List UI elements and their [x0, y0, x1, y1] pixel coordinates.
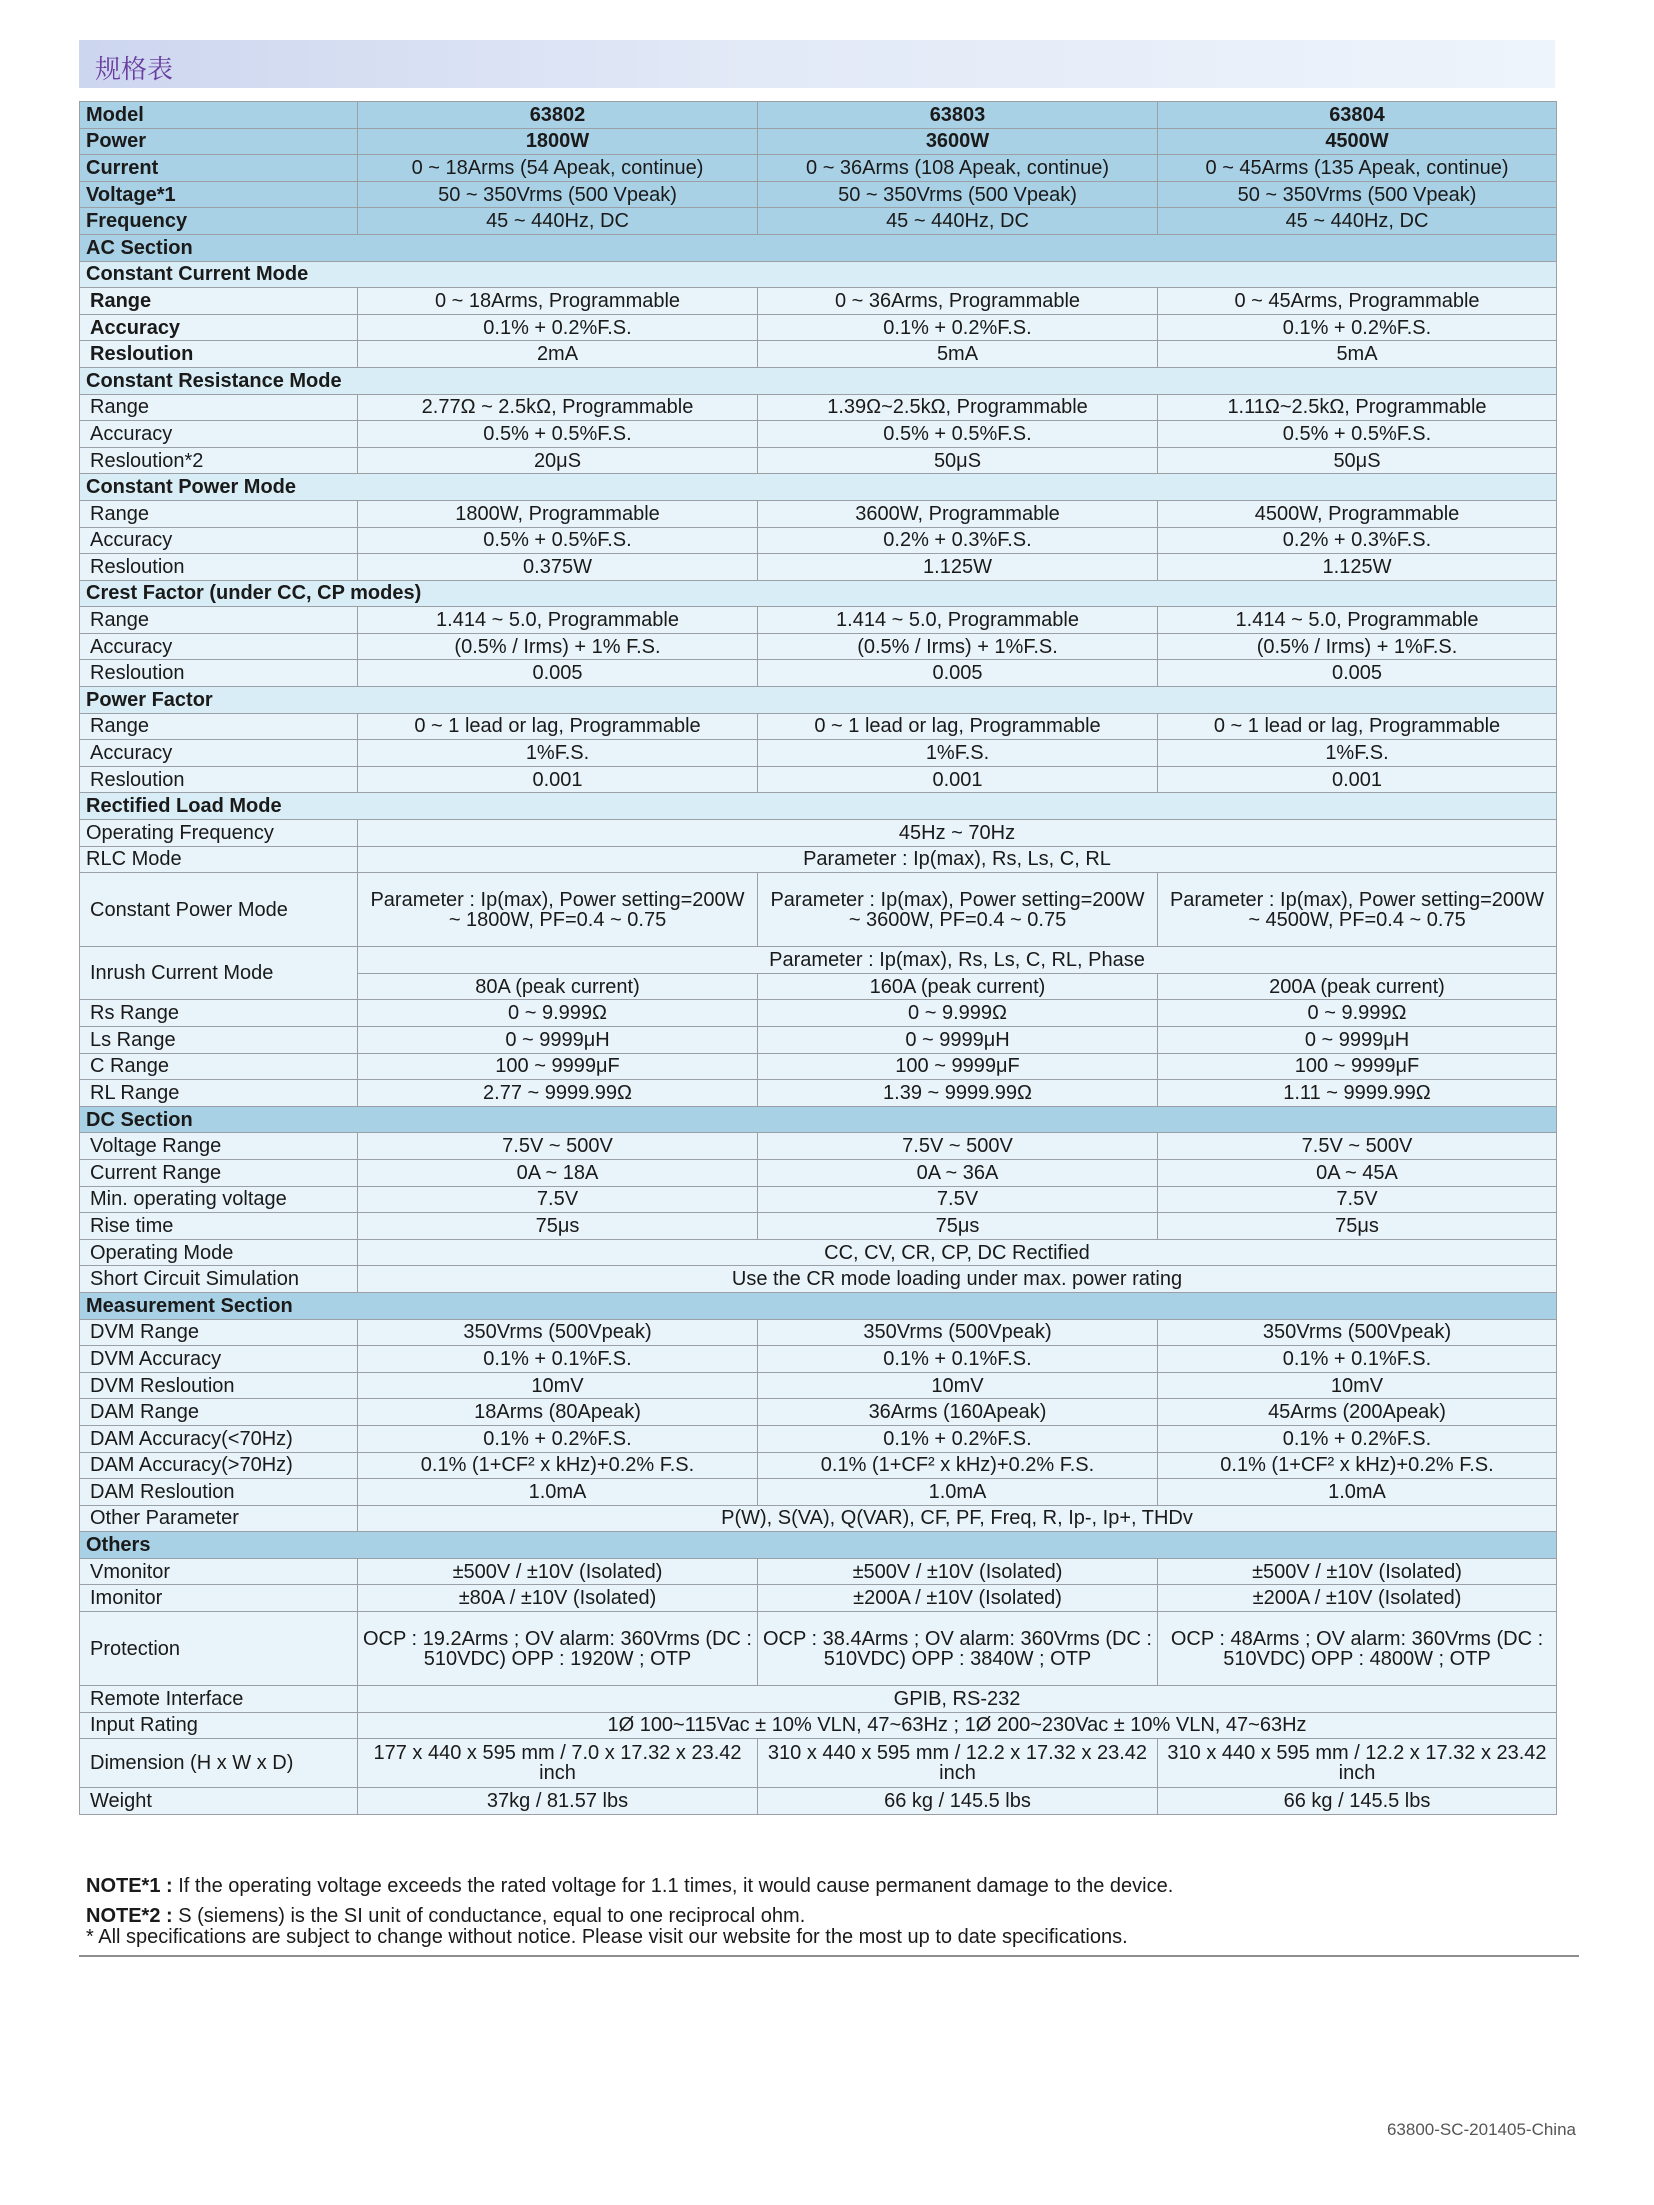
value-63802: Parameter : Ip(max), Power setting=200W ~ 1800W, PF=0.4 ~ 0.75	[358, 873, 758, 947]
value-63804: 4500W	[1158, 128, 1557, 155]
row-label: Accuracy	[80, 314, 358, 341]
value-63804: 0.1% + 0.2%F.S.	[1158, 1425, 1557, 1452]
table-row	[80, 846, 1557, 873]
table-row	[80, 102, 1557, 129]
table-row	[80, 1186, 1557, 1213]
value-63802: 1800W, Programmable	[358, 500, 758, 527]
table-row	[80, 1686, 1557, 1713]
table-row	[80, 766, 1557, 793]
value-all: P(W), S(VA), Q(VAR), CF, PF, Freq, R, Ip-, Ip+, THDv	[358, 1505, 1557, 1532]
row-label: Range	[80, 713, 358, 740]
table-row	[80, 1000, 1557, 1027]
value-63802: ±500V / ±10V (Isolated)	[358, 1558, 758, 1585]
row-label: Accuracy	[80, 421, 358, 448]
table-row	[80, 500, 1557, 527]
value-63804: 310 x 440 x 595 mm / 12.2 x 17.32 x 23.42 inch	[1158, 1739, 1557, 1788]
value-63803: 0.5% + 0.5%F.S.	[758, 421, 1158, 448]
value-63804: 0.1% + 0.1%F.S.	[1158, 1346, 1557, 1373]
value-63803: 0.1% (1+CF² x kHz)+0.2% F.S.	[758, 1452, 1158, 1479]
value-63802: 0.1% + 0.1%F.S.	[358, 1346, 758, 1373]
value-63803: 45 ~ 440Hz, DC	[758, 208, 1158, 235]
note-2	[86, 1905, 805, 1927]
row-label: Resloution	[80, 660, 358, 687]
row-label: DVM Range	[80, 1319, 358, 1346]
value-63802: 0 ~ 18Arms, Programmable	[358, 288, 758, 315]
table-row	[80, 128, 1557, 155]
row-label: DAM Range	[80, 1399, 358, 1426]
table-row	[80, 1712, 1557, 1739]
table-row	[80, 314, 1557, 341]
value-63804: 50 ~ 350Vrms (500 Vpeak)	[1158, 181, 1557, 208]
value-all: 45Hz ~ 70Hz	[358, 820, 1557, 847]
value-63804: 0.1% + 0.2%F.S.	[1158, 314, 1557, 341]
table-row	[80, 1106, 1557, 1133]
model-63803: 63803	[758, 102, 1158, 129]
mode-title: Constant Power Mode	[80, 474, 1557, 501]
value-all: GPIB, RS-232	[358, 1686, 1557, 1713]
value-all: Use the CR mode loading under max. power rating	[358, 1266, 1557, 1293]
row-label: Resloution	[80, 341, 358, 368]
value-63802: 45 ~ 440Hz, DC	[358, 208, 758, 235]
table-row	[80, 234, 1557, 261]
value-63802: 37kg / 81.57 lbs	[358, 1788, 758, 1815]
table-row	[80, 1346, 1557, 1373]
value-63803: 1.39Ω~2.5kΩ, Programmable	[758, 394, 1158, 421]
value-63803: ±200A / ±10V (Isolated)	[758, 1585, 1158, 1612]
note-1	[86, 1875, 1173, 1897]
value-63802: 20μS	[358, 447, 758, 474]
table-row	[80, 1788, 1557, 1815]
value-63802: 100 ~ 9999μF	[358, 1053, 758, 1080]
value-63804: 350Vrms (500Vpeak)	[1158, 1319, 1557, 1346]
value-63804: ±200A / ±10V (Isolated)	[1158, 1585, 1557, 1612]
value-63804: 1.11 ~ 9999.99Ω	[1158, 1080, 1557, 1107]
table-row	[80, 155, 1557, 182]
value-63803: 100 ~ 9999μF	[758, 1053, 1158, 1080]
value-63804: 0 ~ 45Arms (135 Apeak, continue)	[1158, 155, 1557, 182]
value-63804: 7.5V ~ 500V	[1158, 1133, 1557, 1160]
value-63804: 0A ~ 45A	[1158, 1159, 1557, 1186]
row-label: Operating Frequency	[80, 820, 358, 847]
row-label: Range	[80, 288, 358, 315]
table-row	[80, 1612, 1557, 1686]
value-63802: 1800W	[358, 128, 758, 155]
value-63804: 0.1% (1+CF² x kHz)+0.2% F.S.	[1158, 1452, 1557, 1479]
row-label: Vmonitor	[80, 1558, 358, 1585]
value-63802: 50 ~ 350Vrms (500 Vpeak)	[358, 181, 758, 208]
value-63802: 0 ~ 18Arms (54 Apeak, continue)	[358, 155, 758, 182]
value-63802: ±80A / ±10V (Isolated)	[358, 1585, 758, 1612]
row-label: Inrush Current Mode	[80, 947, 358, 1000]
value-63802: 1%F.S.	[358, 740, 758, 767]
value-63803: ±500V / ±10V (Isolated)	[758, 1558, 1158, 1585]
value-63804: 50μS	[1158, 447, 1557, 474]
value-63802: 1.414 ~ 5.0, Programmable	[358, 607, 758, 634]
value-63804: OCP : 48Arms ; OV alarm: 360Vrms (DC : 510VDC) OPP : 4800W ; OTP	[1158, 1612, 1557, 1686]
table-row	[80, 1425, 1557, 1452]
value-all: CC, CV, CR, CP, DC Rectified	[358, 1239, 1557, 1266]
value-63803: 0.005	[758, 660, 1158, 687]
table-row	[80, 1585, 1557, 1612]
table-row	[80, 660, 1557, 687]
value-63803: 0 ~ 9.999Ω	[758, 1000, 1158, 1027]
value-63803: 0.001	[758, 766, 1158, 793]
row-label: Accuracy	[80, 633, 358, 660]
row-label: DVM Resloution	[80, 1372, 358, 1399]
table-row	[80, 607, 1557, 634]
value-63803: (0.5% / Irms) + 1%F.S.	[758, 633, 1158, 660]
table-row	[80, 341, 1557, 368]
table-row	[80, 1319, 1557, 1346]
spec-table	[79, 101, 1557, 1815]
value-63803: OCP : 38.4Arms ; OV alarm: 360Vrms (DC : 510VDC) OPP : 3840W ; OTP	[758, 1612, 1158, 1686]
value-63804: 5mA	[1158, 341, 1557, 368]
table-row	[80, 1505, 1557, 1532]
value-63802: 80A (peak current)	[358, 973, 758, 1000]
value-63803: 160A (peak current)	[758, 973, 1158, 1000]
row-label: Min. operating voltage	[80, 1186, 358, 1213]
value-63803: 36Arms (160Apeak)	[758, 1399, 1158, 1426]
spec-banner	[79, 40, 1555, 88]
value-63802: 18Arms (80Apeak)	[358, 1399, 758, 1426]
table-row	[80, 367, 1557, 394]
model-63802: 63802	[358, 102, 758, 129]
section-title: AC Section	[80, 234, 1557, 261]
row-label: Accuracy	[80, 527, 358, 554]
table-row	[80, 394, 1557, 421]
row-label: Rise time	[80, 1213, 358, 1240]
mode-title: Crest Factor (under CC, CP modes)	[80, 580, 1557, 607]
value-63804: 0 ~ 1 lead or lag, Programmable	[1158, 713, 1557, 740]
row-label: Input Rating	[80, 1712, 358, 1739]
value-63802: 0A ~ 18A	[358, 1159, 758, 1186]
row-label: C Range	[80, 1053, 358, 1080]
table-row	[80, 1213, 1557, 1240]
table-row	[80, 580, 1557, 607]
table-row	[80, 474, 1557, 501]
model-63804: 63804	[1158, 102, 1557, 129]
table-row	[80, 421, 1557, 448]
value-63802: 2mA	[358, 341, 758, 368]
table-row	[80, 261, 1557, 288]
table-row	[80, 873, 1557, 947]
value-63802: 0.5% + 0.5%F.S.	[358, 421, 758, 448]
value-63803: 66 kg / 145.5 lbs	[758, 1788, 1158, 1815]
value-63804: ±500V / ±10V (Isolated)	[1158, 1558, 1557, 1585]
row-label: DAM Accuracy(<70Hz)	[80, 1425, 358, 1452]
row-label: Resloution	[80, 766, 358, 793]
row-label: Resloution	[80, 554, 358, 581]
table-row	[80, 527, 1557, 554]
value-63803: 10mV	[758, 1372, 1158, 1399]
row-label: Frequency	[80, 208, 358, 235]
value-63802: 0.5% + 0.5%F.S.	[358, 527, 758, 554]
value-63802: 0 ~ 9.999Ω	[358, 1000, 758, 1027]
value-63803: 0A ~ 36A	[758, 1159, 1158, 1186]
row-label: Constant Power Mode	[80, 873, 358, 947]
value-63804: 0 ~ 45Arms, Programmable	[1158, 288, 1557, 315]
value-all: Parameter : Ip(max), Rs, Ls, C, RL, Phase	[358, 947, 1557, 974]
row-label: Range	[80, 500, 358, 527]
value-63804: 4500W, Programmable	[1158, 500, 1557, 527]
value-63804: 1.414 ~ 5.0, Programmable	[1158, 607, 1557, 634]
value-63804: 0 ~ 9.999Ω	[1158, 1000, 1557, 1027]
table-row	[80, 1532, 1557, 1559]
value-63804: 0 ~ 9999μH	[1158, 1027, 1557, 1054]
table-row	[80, 1133, 1557, 1160]
table-row	[80, 633, 1557, 660]
value-63803: 0.2% + 0.3%F.S.	[758, 527, 1158, 554]
row-label: Rs Range	[80, 1000, 358, 1027]
value-63804: 10mV	[1158, 1372, 1557, 1399]
table-row	[80, 740, 1557, 767]
table-row	[80, 1292, 1557, 1319]
table-row	[80, 1399, 1557, 1426]
table-row	[80, 1080, 1557, 1107]
value-63803: 0 ~ 9999μH	[758, 1027, 1158, 1054]
value-63804: 45Arms (200Apeak)	[1158, 1399, 1557, 1426]
value-63802: 2.77Ω ~ 2.5kΩ, Programmable	[358, 394, 758, 421]
value-63802: 0 ~ 9999μH	[358, 1027, 758, 1054]
value-63804: 45 ~ 440Hz, DC	[1158, 208, 1557, 235]
value-63804: 0.005	[1158, 660, 1557, 687]
value-63803: 3600W, Programmable	[758, 500, 1158, 527]
row-label: Weight	[80, 1788, 358, 1815]
value-63802: 0.001	[358, 766, 758, 793]
row-label: Accuracy	[80, 740, 358, 767]
value-63802: 75μs	[358, 1213, 758, 1240]
value-63804: 0.2% + 0.3%F.S.	[1158, 527, 1557, 554]
value-63802: 0.1% + 0.2%F.S.	[358, 1425, 758, 1452]
mode-title: Rectified Load Mode	[80, 793, 1557, 820]
value-63802: 350Vrms (500Vpeak)	[358, 1319, 758, 1346]
value-63803: 0.1% + 0.2%F.S.	[758, 1425, 1158, 1452]
value-63804: 0.5% + 0.5%F.S.	[1158, 421, 1557, 448]
value-63804: 66 kg / 145.5 lbs	[1158, 1788, 1557, 1815]
row-label: Voltage*1	[80, 181, 358, 208]
banner-title: 规格表	[95, 55, 174, 85]
value-63804: 1.125W	[1158, 554, 1557, 581]
value-63803: 1.39 ~ 9999.99Ω	[758, 1080, 1158, 1107]
value-63803: 1%F.S.	[758, 740, 1158, 767]
row-label: DAM Resloution	[80, 1479, 358, 1506]
row-label: Protection	[80, 1612, 358, 1686]
value-63803: 310 x 440 x 595 mm / 12.2 x 17.32 x 23.42 inch	[758, 1739, 1158, 1788]
row-label: Ls Range	[80, 1027, 358, 1054]
value-63803: 350Vrms (500Vpeak)	[758, 1319, 1158, 1346]
value-63803: 1.0mA	[758, 1479, 1158, 1506]
row-label: DAM Accuracy(>70Hz)	[80, 1452, 358, 1479]
value-63804: 7.5V	[1158, 1186, 1557, 1213]
row-label: Range	[80, 607, 358, 634]
value-63804: 200A (peak current)	[1158, 973, 1557, 1000]
table-row	[80, 1558, 1557, 1585]
value-63803: 0.1% + 0.2%F.S.	[758, 314, 1158, 341]
value-63804: (0.5% / Irms) + 1%F.S.	[1158, 633, 1557, 660]
note-3: * All specifications are subject to change without notice. Please visit our website for the most up to date specifications.	[86, 1926, 1128, 1948]
value-63804: Parameter : Ip(max), Power setting=200W ~ 4500W, PF=0.4 ~ 0.75	[1158, 873, 1557, 947]
row-label: Dimension (H x W x D)	[80, 1739, 358, 1788]
row-label: Short Circuit Simulation	[80, 1266, 358, 1293]
value-63803: 0 ~ 36Arms (108 Apeak, continue)	[758, 155, 1158, 182]
value-63802: 1.0mA	[358, 1479, 758, 1506]
row-label: Voltage Range	[80, 1133, 358, 1160]
footer-code: 63800-SC-201405-China	[1386, 2120, 1576, 2139]
value-63803: 5mA	[758, 341, 1158, 368]
note-1-head: NOTE*1 :	[86, 1875, 173, 1897]
value-63802: 7.5V	[358, 1186, 758, 1213]
table-row	[80, 208, 1557, 235]
value-63802: 177 x 440 x 595 mm / 7.0 x 17.32 x 23.42 inch	[358, 1739, 758, 1788]
value-63803: 75μs	[758, 1213, 1158, 1240]
value-63802: 7.5V ~ 500V	[358, 1133, 758, 1160]
value-63803: 3600W	[758, 128, 1158, 155]
table-row	[80, 554, 1557, 581]
table-row	[80, 820, 1557, 847]
table-row	[80, 1159, 1557, 1186]
table-row	[80, 687, 1557, 714]
table-row	[80, 288, 1557, 315]
row-label: Current	[80, 155, 358, 182]
row-label: Power	[80, 128, 358, 155]
value-63802: (0.5% / Irms) + 1% F.S.	[358, 633, 758, 660]
value-63804: 75μs	[1158, 1213, 1557, 1240]
table-row	[80, 1452, 1557, 1479]
table-row	[80, 447, 1557, 474]
row-label: Operating Mode	[80, 1239, 358, 1266]
value-63803: 7.5V ~ 500V	[758, 1133, 1158, 1160]
value-63802: 0.375W	[358, 554, 758, 581]
value-63802: 2.77 ~ 9999.99Ω	[358, 1080, 758, 1107]
table-row	[80, 1372, 1557, 1399]
value-63803: 1.125W	[758, 554, 1158, 581]
note-1-text: If the operating voltage exceeds the rated voltage for 1.1 times, it would cause permanent damage to the device.	[172, 1875, 1174, 1897]
value-63803: 0 ~ 36Arms, Programmable	[758, 288, 1158, 315]
note-2-head: NOTE*2 :	[86, 1905, 173, 1927]
value-63803: 7.5V	[758, 1186, 1158, 1213]
value-63804: 1.0mA	[1158, 1479, 1557, 1506]
table-row	[80, 1239, 1557, 1266]
value-63804: 1%F.S.	[1158, 740, 1557, 767]
row-label: Current Range	[80, 1159, 358, 1186]
model-label: Model	[80, 102, 358, 129]
mode-title: Constant Resistance Mode	[80, 367, 1557, 394]
mode-title: Constant Current Mode	[80, 261, 1557, 288]
value-all: 1Ø 100~115Vac ± 10% VLN, 47~63Hz ; 1Ø 200~230Vac ± 10% VLN, 47~63Hz	[358, 1712, 1557, 1739]
value-63804: 1.11Ω~2.5kΩ, Programmable	[1158, 394, 1557, 421]
mode-title: Power Factor	[80, 687, 1557, 714]
table-row	[80, 1027, 1557, 1054]
divider	[79, 1955, 1579, 1957]
value-63803: 0.1% + 0.1%F.S.	[758, 1346, 1158, 1373]
table-row	[80, 1739, 1557, 1788]
row-label: Imonitor	[80, 1585, 358, 1612]
table-row	[80, 181, 1557, 208]
value-63802: 0 ~ 1 lead or lag, Programmable	[358, 713, 758, 740]
row-label: Other Parameter	[80, 1505, 358, 1532]
value-63803: 50μS	[758, 447, 1158, 474]
row-label: Range	[80, 394, 358, 421]
value-63802: 10mV	[358, 1372, 758, 1399]
value-63803: 50 ~ 350Vrms (500 Vpeak)	[758, 181, 1158, 208]
section-title: Measurement Section	[80, 1292, 1557, 1319]
row-label: Remote Interface	[80, 1686, 358, 1713]
table-row	[80, 1266, 1557, 1293]
value-63802: OCP : 19.2Arms ; OV alarm: 360Vrms (DC : 510VDC) OPP : 1920W ; OTP	[358, 1612, 758, 1686]
row-label: RLC Mode	[80, 846, 358, 873]
value-63803: 1.414 ~ 5.0, Programmable	[758, 607, 1158, 634]
row-label: Resloution*2	[80, 447, 358, 474]
value-63804: 0.001	[1158, 766, 1557, 793]
value-63803: 0 ~ 1 lead or lag, Programmable	[758, 713, 1158, 740]
value-all: Parameter : Ip(max), Rs, Ls, C, RL	[358, 846, 1557, 873]
table-row	[80, 793, 1557, 820]
section-title: Others	[80, 1532, 1557, 1559]
note-2-text: S (siemens) is the SI unit of conductance, equal to one reciprocal ohm.	[172, 1905, 806, 1927]
table-row	[80, 1479, 1557, 1506]
row-label: RL Range	[80, 1080, 358, 1107]
value-63802: 0.005	[358, 660, 758, 687]
table-row	[80, 713, 1557, 740]
value-63802: 0.1% + 0.2%F.S.	[358, 314, 758, 341]
value-63804: 100 ~ 9999μF	[1158, 1053, 1557, 1080]
value-63802: 0.1% (1+CF² x kHz)+0.2% F.S.	[358, 1452, 758, 1479]
value-63803: Parameter : Ip(max), Power setting=200W ~ 3600W, PF=0.4 ~ 0.75	[758, 873, 1158, 947]
table-row	[80, 1053, 1557, 1080]
row-label: DVM Accuracy	[80, 1346, 358, 1373]
section-title: DC Section	[80, 1106, 1557, 1133]
table-row	[80, 947, 1557, 974]
